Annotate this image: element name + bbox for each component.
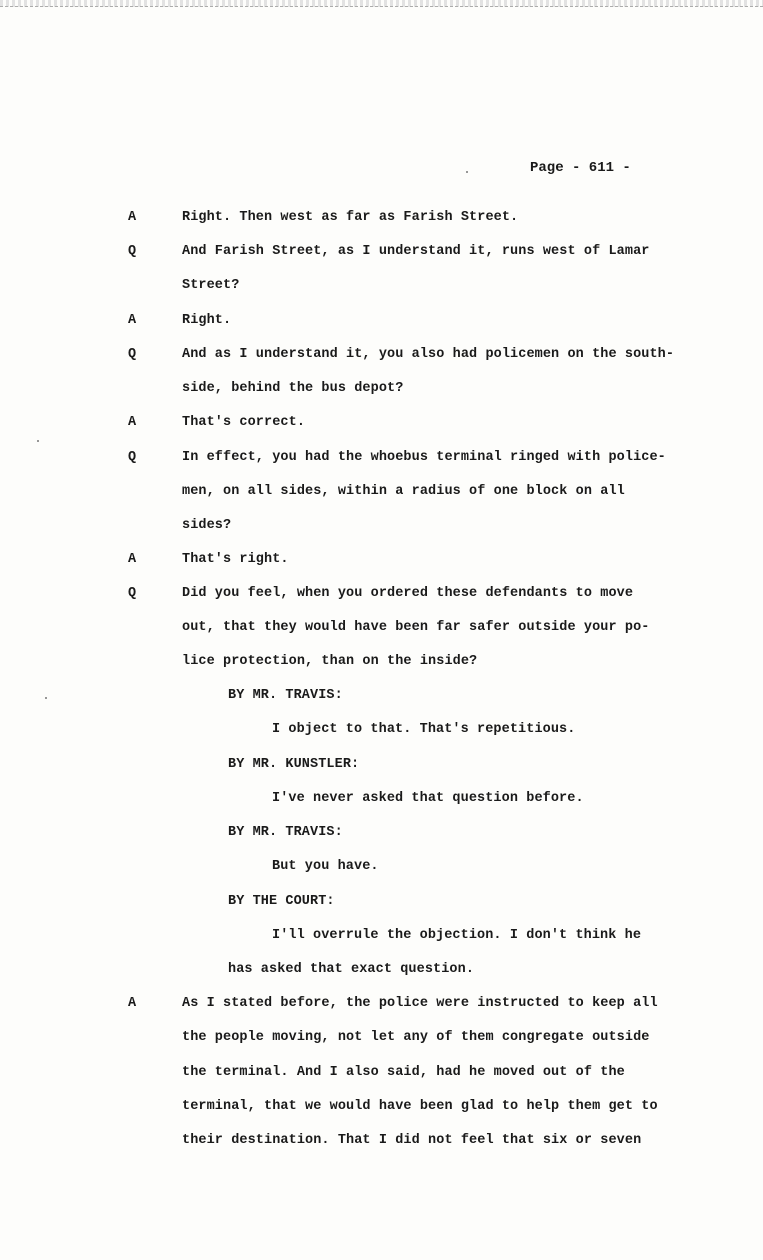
speaker-label: Q — [128, 244, 137, 259]
speaker-label: Q — [128, 347, 137, 362]
speaker-label: Q — [128, 586, 137, 601]
transcript-line: lice protection, than on the inside? — [182, 654, 478, 669]
transcript-line: And Farish Street, as I understand it, runs west of Lamar — [182, 244, 650, 259]
speaker-label: A — [128, 210, 137, 225]
colloquy-line: But you have. — [272, 859, 379, 874]
transcript-line: That's correct. — [182, 415, 306, 430]
transcript-line: In effect, you had the whoebus terminal ringed with police- — [182, 450, 666, 465]
transcript-line: Street? — [182, 278, 240, 293]
transcript-line: As I stated before, the police were instructed to keep all — [182, 996, 658, 1011]
transcript-line: Right. Then west as far as Farish Street. — [182, 210, 519, 225]
colloquy-speaker: BY THE COURT: — [228, 894, 335, 909]
transcript-line: terminal, that we would have been glad to help them get to — [182, 1099, 658, 1114]
transcript-line: Right. — [182, 313, 232, 328]
transcript-line: the terminal. And I also said, had he moved out of the — [182, 1065, 625, 1080]
transcript-line: That's right. — [182, 552, 289, 567]
speaker-label: A — [128, 552, 137, 567]
transcript-line: the people moving, not let any of them congregate outside — [182, 1030, 650, 1045]
transcript-line: sides? — [182, 518, 232, 533]
scan-speck — [466, 171, 468, 173]
speaker-label: A — [128, 996, 137, 1011]
page-number: Page - 611 - — [530, 160, 631, 176]
scan-speck — [45, 697, 47, 699]
transcript-line: side, behind the bus depot? — [182, 381, 404, 396]
transcript-line: Did you feel, when you ordered these defendants to move — [182, 586, 634, 601]
page-top-edge — [0, 0, 763, 7]
transcript-line: out, that they would have been far safer outside your po- — [182, 620, 650, 635]
scan-speck — [37, 440, 39, 442]
colloquy-line: I've never asked that question before. — [272, 791, 584, 806]
speaker-label: Q — [128, 450, 137, 465]
colloquy-line: I'll overrule the objection. I don't think he — [272, 928, 642, 943]
colloquy-line: I object to that. That's repetitious. — [272, 722, 576, 737]
speaker-label: A — [128, 415, 137, 430]
transcript-line: And as I understand it, you also had policemen on the south- — [182, 347, 675, 362]
colloquy-speaker: BY MR. TRAVIS: — [228, 825, 343, 840]
transcript-line: their destination. That I did not feel that six or seven — [182, 1133, 642, 1148]
colloquy-continuation: has asked that exact question. — [228, 962, 475, 977]
colloquy-speaker: BY MR. KUNSTLER: — [228, 757, 360, 772]
transcript-line: men, on all sides, within a radius of one block on all — [182, 484, 625, 499]
speaker-label: A — [128, 313, 137, 328]
colloquy-speaker: BY MR. TRAVIS: — [228, 688, 343, 703]
